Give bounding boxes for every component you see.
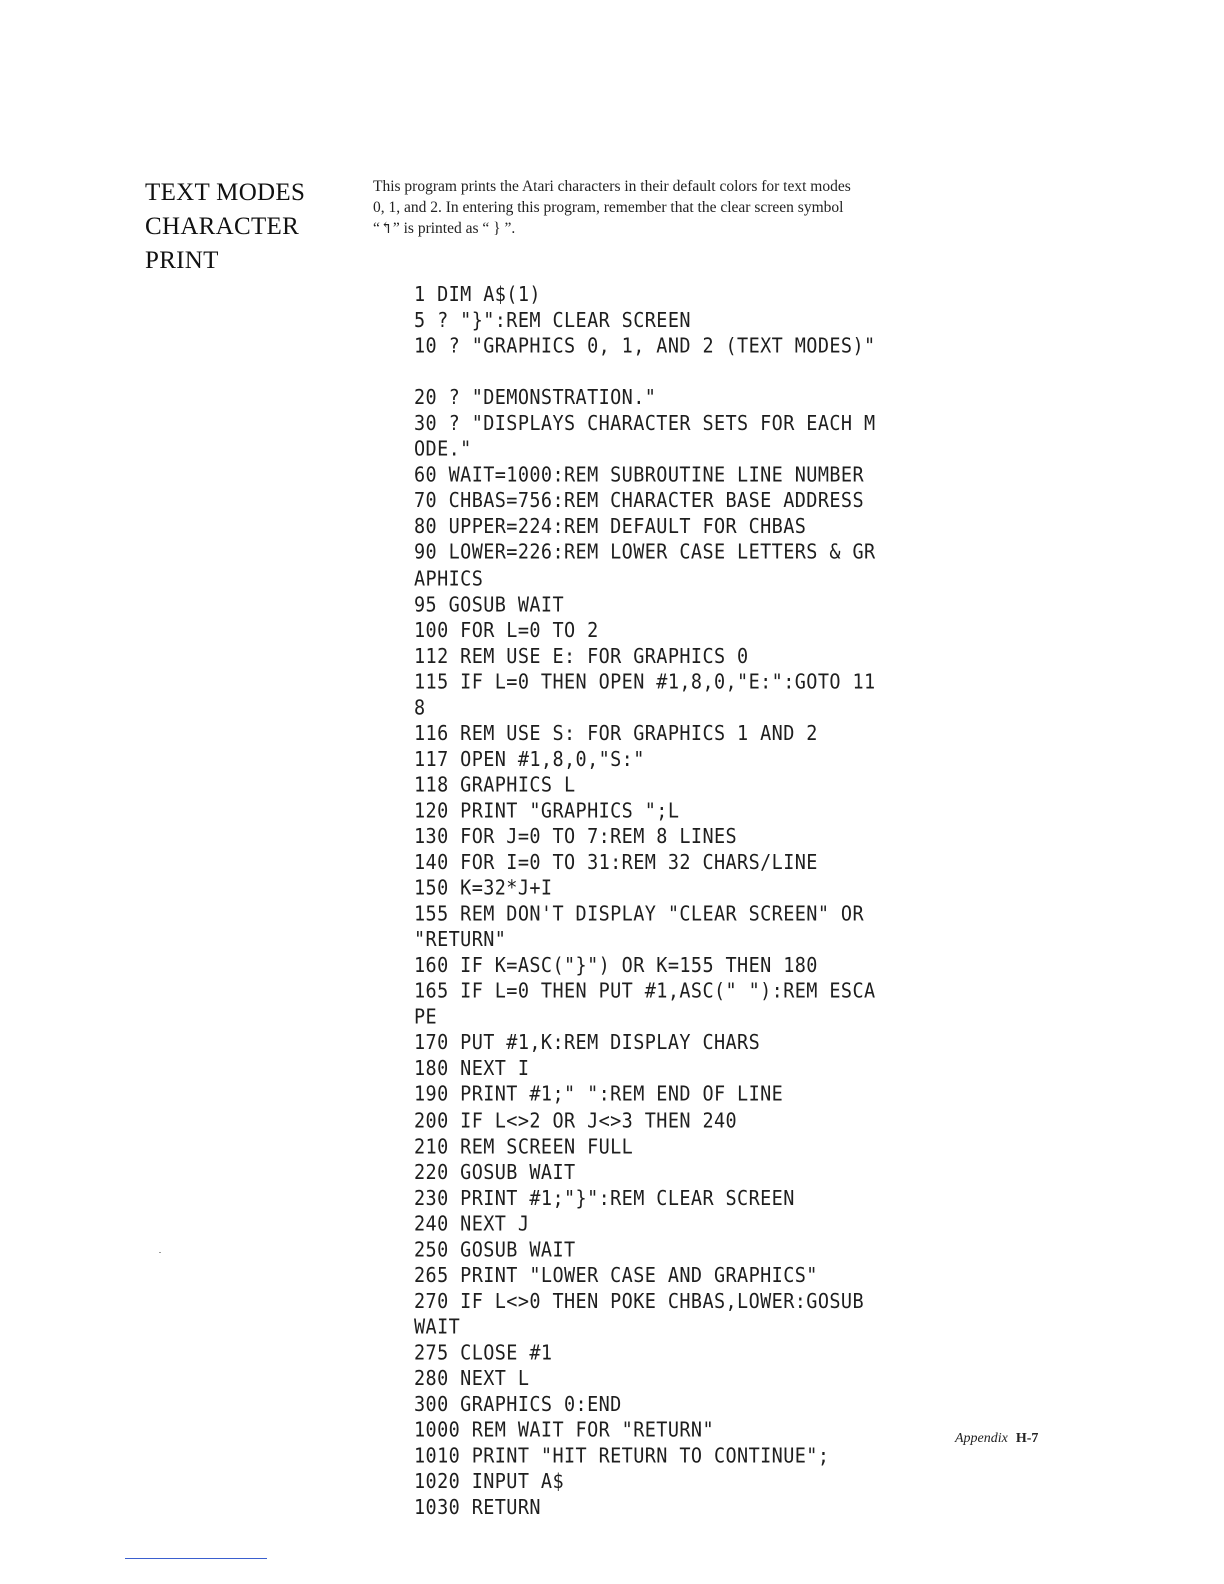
appendix-label: Appendix bbox=[955, 1431, 1008, 1446]
code-line: 60 WAIT=1000:REM SUBROUTINE LINE NUMBER bbox=[414, 463, 864, 488]
code-line: PE bbox=[414, 1005, 438, 1030]
intro-line: 0, 1, and 2. In entering this program, remember that the clear screen symbol bbox=[373, 199, 844, 216]
code-line: 100 FOR L=0 TO 2 bbox=[414, 618, 599, 643]
code-line: APHICS bbox=[414, 567, 484, 591]
basic-program-listing bbox=[414, 282, 876, 1521]
code-line: 8 bbox=[414, 696, 426, 720]
code-line: 210 REM SCREEN FULL bbox=[414, 1134, 634, 1159]
code-line: 155 REM DON'T DISPLAY "CLEAR SCREEN" OR bbox=[414, 902, 864, 927]
code-line: 117 OPEN #1,8,0,"S:" bbox=[414, 747, 645, 772]
code-line: 140 FOR I=0 TO 31:REM 32 CHARS/LINE bbox=[414, 850, 818, 875]
intro-paragraph bbox=[373, 176, 1073, 239]
code-line: 30 ? "DISPLAYS CHARACTER SETS FOR EACH M bbox=[414, 412, 876, 436]
code-line: 160 IF K=ASC("}") OR K=155 THEN 180 bbox=[414, 954, 818, 978]
code-line: 265 PRINT "LOWER CASE AND GRAPHICS" bbox=[414, 1263, 818, 1288]
code-line: 116 REM USE S: FOR GRAPHICS 1 AND 2 bbox=[414, 721, 818, 746]
code-line: 115 IF L=0 THEN OPEN #1,8,0,"E:":GOTO 11 bbox=[414, 670, 876, 694]
code-line: 70 CHBAS=756:REM CHARACTER BASE ADDRESS bbox=[414, 489, 864, 514]
code-line: 275 CLOSE #1 bbox=[414, 1341, 553, 1365]
code-line: 230 PRINT #1;"}":REM CLEAR SCREEN bbox=[414, 1186, 795, 1211]
code-line: ODE." bbox=[414, 437, 472, 462]
code-line: 190 PRINT #1;" ":REM END OF LINE bbox=[414, 1083, 784, 1107]
code-line: 20 ? "DEMONSTRATION." bbox=[414, 386, 657, 410]
code-line: 1030 RETURN bbox=[414, 1496, 541, 1520]
code-line: 1010 PRINT "HIT RETURN TO CONTINUE"; bbox=[414, 1444, 830, 1469]
code-line: 220 GOSUB WAIT bbox=[414, 1160, 576, 1185]
intro-line: This program prints the Atari characters in their default colors for text modes bbox=[373, 178, 851, 195]
section-title-line: TEXT MODES bbox=[145, 179, 306, 206]
bottom-rule bbox=[125, 1558, 267, 1559]
section-title-line: CHARACTER bbox=[145, 213, 300, 240]
code-line: 250 GOSUB WAIT bbox=[414, 1238, 576, 1262]
page-footer bbox=[955, 1431, 1038, 1447]
code-line: 270 IF L<>0 THEN POKE CHBAS,LOWER:GOSUB bbox=[414, 1289, 864, 1314]
section-title bbox=[145, 176, 345, 278]
code-line: 300 GRAPHICS 0:END bbox=[414, 1393, 622, 1417]
code-line: 240 NEXT J bbox=[414, 1212, 530, 1236]
code-line: "RETURN" bbox=[414, 928, 507, 952]
code-line: 130 FOR J=0 TO 7:REM 8 LINES bbox=[414, 825, 738, 849]
scan-speck bbox=[159, 1252, 161, 1253]
intro-line: “↰” is printed as “ } ”. bbox=[373, 220, 516, 237]
code-line: 95 GOSUB WAIT bbox=[414, 592, 564, 617]
code-line: 90 LOWER=226:REM LOWER CASE LETTERS & GR bbox=[414, 541, 876, 565]
code-line: 170 PUT #1,K:REM DISPLAY CHARS bbox=[414, 1031, 761, 1056]
code-line: 150 K=32*J+I bbox=[414, 876, 553, 901]
code-line: 80 UPPER=224:REM DEFAULT FOR CHBAS bbox=[414, 515, 807, 539]
code-line: 112 REM USE E: FOR GRAPHICS 0 bbox=[414, 644, 749, 669]
code-line: 280 NEXT L bbox=[414, 1367, 530, 1391]
code-line: 1 DIM A$(1) bbox=[414, 283, 541, 307]
code-line: 5 ? "}":REM CLEAR SCREEN bbox=[414, 308, 691, 333]
code-line: 180 NEXT I bbox=[414, 1057, 530, 1082]
code-line: 10 ? "GRAPHICS 0, 1, AND 2 (TEXT MODES)" bbox=[414, 334, 876, 359]
code-line: 118 GRAPHICS L bbox=[414, 773, 576, 798]
page-number: H-7 bbox=[1015, 1431, 1039, 1446]
code-line: 165 IF L=0 THEN PUT #1,ASC(" "):REM ESCA bbox=[414, 980, 876, 1004]
code-line: WAIT bbox=[414, 1315, 461, 1340]
code-line: 120 PRINT "GRAPHICS ";L bbox=[414, 799, 680, 823]
code-line: 1000 REM WAIT FOR "RETURN" bbox=[414, 1418, 714, 1443]
section-title-line: PRINT bbox=[145, 247, 219, 274]
code-line bbox=[414, 359, 876, 385]
code-line: 200 IF L<>2 OR J<>3 THEN 240 bbox=[414, 1109, 738, 1133]
code-line: 1020 INPUT A$ bbox=[414, 1470, 564, 1495]
